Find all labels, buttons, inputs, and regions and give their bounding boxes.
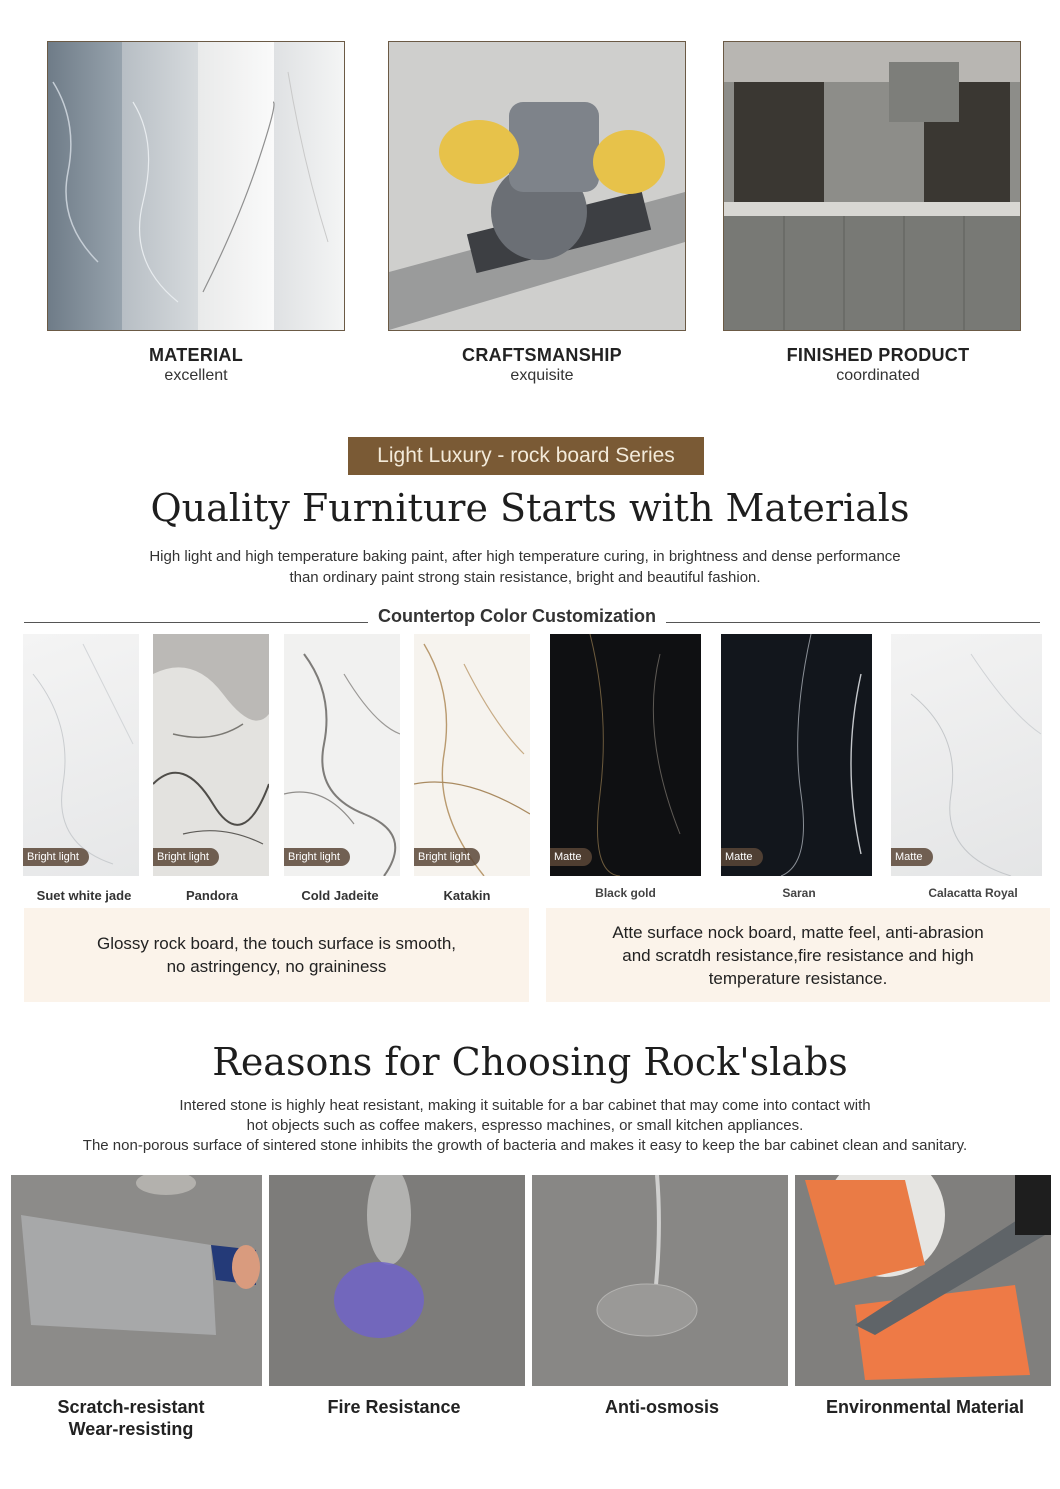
countertop-label: Countertop Color Customization: [368, 606, 666, 627]
marble-veins: [284, 634, 400, 876]
swatch-name: Pandora: [185, 888, 238, 903]
knife-on-stone-image: [11, 1175, 262, 1386]
swatch-black-gold[interactable]: [550, 634, 701, 876]
swatch-tag: Matte: [891, 848, 933, 866]
finished-product-title: FINISHED PRODUCT: [786, 345, 970, 365]
swatch-tag: Bright light: [284, 848, 350, 866]
swatch-tag: Bright light: [414, 848, 480, 866]
anti-osmosis-photo: [532, 1175, 788, 1386]
salmon-and-knife-image: [795, 1175, 1051, 1386]
reasons-title: Reasons for Choosing Rock'slabs: [212, 1040, 848, 1084]
marble-veins: [23, 634, 139, 876]
craftsmanship-subtitle: exquisite: [510, 367, 574, 384]
material-subtitle: excellent: [164, 367, 228, 384]
swatch-name: Katakin: [443, 888, 491, 903]
series-banner: Light Luxury - rock board Series: [348, 437, 704, 475]
environmental-material-photo: [795, 1175, 1051, 1386]
swatch-suet-white-jade[interactable]: [23, 634, 139, 876]
matte-description: [546, 908, 1050, 1002]
environmental-material-caption: [795, 1396, 1055, 1418]
reasons-text-line2: hot objects such as coffee makers, espresso machines, or small kitchen appliances.: [246, 1117, 804, 1134]
swatch-calacatta-royal[interactable]: [891, 634, 1042, 876]
quality-text-line2: than ordinary paint strong stain resistance, bright and beautiful fashion.: [289, 569, 761, 586]
caption-line1: Anti-osmosis: [604, 1397, 719, 1417]
finished-product-subtitle: coordinated: [836, 367, 920, 384]
craftsmanship-title: CRAFTSMANSHIP: [462, 345, 622, 365]
swatch-name: Black gold: [595, 886, 656, 900]
quality-title: Quality Furniture Starts with Materials: [150, 486, 910, 530]
scratch-resistant-caption: [11, 1396, 251, 1440]
scratch-resistant-photo: [11, 1175, 262, 1386]
caption-line1: Fire Resistance: [327, 1397, 461, 1417]
marble-veins: [153, 634, 269, 876]
craftsmanship-photo: [388, 41, 686, 331]
marble-slabs-image: [48, 42, 344, 330]
swatch-name: Suet white jade: [36, 888, 132, 903]
glossy-description: [24, 908, 529, 1002]
glossy-desc-line2: no astringency, no graininess: [166, 957, 387, 976]
material-photo: [47, 41, 345, 331]
divider-left: [24, 622, 368, 623]
anti-osmosis-caption: [532, 1396, 792, 1418]
swatch-katakin[interactable]: [414, 634, 530, 876]
glossy-desc-line1: Glossy rock board, the touch surface is smooth,: [96, 934, 457, 953]
swatch-tag: Matte: [721, 848, 763, 866]
caption-line1: Environmental Material: [825, 1397, 1025, 1417]
matte-desc-line1: Atte surface nock board, matte feel, anti-abrasion: [612, 922, 984, 942]
marble-veins: [550, 634, 701, 876]
swatch-name: Saran: [782, 886, 816, 900]
swatch-tag: Bright light: [153, 848, 219, 866]
finished-product-photo: [723, 41, 1021, 331]
swatch-saran[interactable]: [721, 634, 872, 876]
divider-right: [666, 622, 1040, 623]
marble-veins: [891, 634, 1042, 876]
matte-desc-line2: and scratdh resistance,fire resistance and high: [622, 945, 974, 965]
swatch-name: Cold Jadeite: [301, 888, 379, 903]
marble-veins: [721, 634, 872, 876]
caption-line1: Scratch-resistant: [57, 1397, 205, 1417]
reasons-text-line3: The non-porous surface of sintered stone inhibits the growth of bacteria and makes it easy to keep the bar cabinet clean and sanitary.: [82, 1137, 968, 1154]
matte-desc-line3: temperature resistance.: [708, 968, 888, 988]
fire-resistance-caption: [269, 1396, 519, 1418]
swatch-tag: Bright light: [23, 848, 89, 866]
marble-veins: [414, 634, 530, 876]
swatch-pandora[interactable]: [153, 634, 269, 876]
saw-cutting-image: [389, 42, 685, 330]
swatch-name: Calacatta Royal: [928, 886, 1018, 900]
material-title: MATERIAL: [148, 345, 244, 365]
kitchen-image: [724, 42, 1020, 330]
swatch-cold-jadeite[interactable]: [284, 634, 400, 876]
fire-resistance-photo: [269, 1175, 525, 1386]
reasons-text-line1: Intered stone is highly heat resistant, making it suitable for a bar cabinet that may come into contact with: [179, 1097, 871, 1114]
caption-line2: Wear-resisting: [68, 1419, 194, 1439]
quality-text-line1: High light and high temperature baking paint, after high temperature curing, in brightness and dense performance: [149, 548, 901, 565]
swatch-tag: Matte: [550, 848, 592, 866]
flame-on-stone-image: [269, 1175, 525, 1386]
water-on-stone-image: [532, 1175, 788, 1386]
